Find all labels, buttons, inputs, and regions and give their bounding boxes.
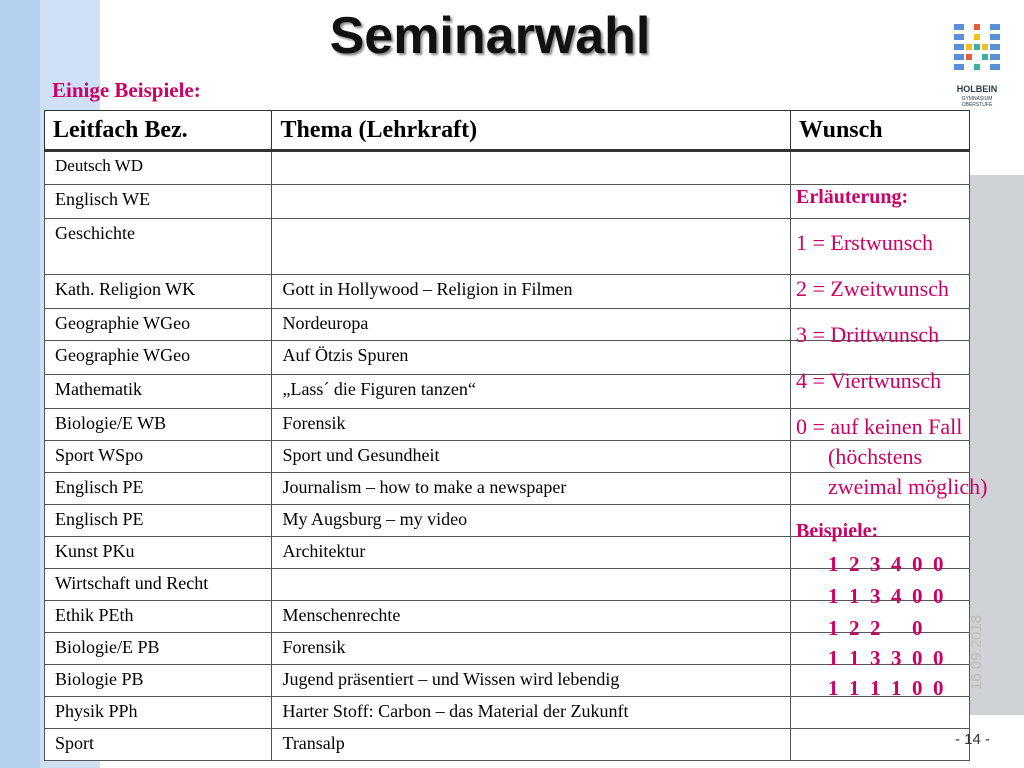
page-title: Seminarwahl — [329, 7, 651, 65]
cell-leitfach: Geschichte — [45, 219, 272, 275]
background-stripe-dark — [0, 0, 40, 768]
table-row — [45, 729, 970, 761]
logo-subtext-line1: GYMNASIUM — [961, 96, 993, 102]
subtitle: Einige Beispiele: — [52, 78, 201, 102]
cell-leitfach: Englisch WE — [45, 185, 272, 219]
cell-leitfach: Biologie/E PB — [45, 633, 272, 665]
explanation-item: 4 = Viertwunsch — [796, 368, 942, 393]
cell-thema: Journalism – how to make a newspaper — [272, 473, 791, 505]
cell-leitfach: Englisch PE — [45, 505, 272, 537]
cell-leitfach: Wirtschaft und Recht — [45, 569, 272, 601]
cell-thema: Harter Stoff: Carbon – das Material der Zukunft — [272, 697, 791, 729]
cell-thema: Transalp — [272, 729, 791, 761]
date-label: 16.09.2018 — [968, 614, 985, 690]
example-row: 1 2 3 4 0 0 — [828, 552, 944, 576]
column-header-thema: Thema (Lehrkraft) — [272, 111, 791, 151]
cell-leitfach: Mathematik — [45, 375, 272, 409]
explanation-item: 0 = auf keinen Fall — [796, 414, 963, 439]
cell-thema: Auf Ötzis Spuren — [272, 341, 791, 375]
table-header-row — [45, 111, 970, 151]
explanation-item: 2 = Zweitwunsch — [796, 276, 949, 301]
cell-leitfach: Kath. Religion WK — [45, 275, 272, 309]
cell-thema: „Lass´ die Figuren tanzen“ — [272, 375, 791, 409]
cell-thema — [272, 569, 791, 601]
explanation-item: (höchstens — [828, 444, 923, 469]
example-row: 1 1 1 1 0 0 — [828, 676, 944, 700]
cell-wunsch[interactable] — [791, 729, 970, 761]
logo-subtext — [944, 96, 1010, 108]
cell-thema: Jugend präsentiert – und Wissen wird lebendig — [272, 665, 791, 697]
cell-leitfach: Geographie WGeo — [45, 309, 272, 341]
table-row — [45, 151, 970, 185]
explanation-item: 3 = Drittwunsch — [796, 322, 940, 347]
cell-thema: My Augsburg – my video — [272, 505, 791, 537]
column-header-wunsch: Wunsch — [791, 111, 970, 151]
explanation-item: zweimal möglich) — [828, 474, 988, 499]
cell-leitfach: Biologie/E WB — [45, 409, 272, 441]
logo-text: HOLBEIN — [956, 84, 998, 94]
cell-thema — [272, 185, 791, 219]
cell-leitfach: Kunst PKu — [45, 537, 272, 569]
cell-thema — [272, 151, 791, 185]
cell-thema — [272, 219, 791, 275]
table-row — [45, 697, 970, 729]
page-number: - 14 - — [955, 731, 991, 748]
cell-thema: Gott in Hollywood – Religion in Filmen — [272, 275, 791, 309]
example-row: 1 1 3 3 0 0 — [828, 646, 944, 670]
cell-leitfach: Ethik PEth — [45, 601, 272, 633]
cell-leitfach: Sport WSpo — [45, 441, 272, 473]
logo-subtext-line2: OBERSTUFE — [961, 102, 993, 108]
explanation-heading: Erläuterung: — [796, 186, 909, 208]
cell-wunsch[interactable] — [791, 151, 970, 185]
examples-heading: Beispiele: — [796, 520, 879, 542]
cell-leitfach: Biologie PB — [45, 665, 272, 697]
cell-thema: Architektur — [272, 537, 791, 569]
example-row: 1 1 3 4 0 0 — [828, 584, 944, 608]
cell-leitfach: Sport — [45, 729, 272, 761]
cell-thema: Menschenrechte — [272, 601, 791, 633]
cell-leitfach: Geographie WGeo — [45, 341, 272, 375]
cell-wunsch[interactable] — [791, 697, 970, 729]
column-header-leitfach: Leitfach Bez. — [45, 111, 272, 151]
cell-leitfach: Englisch PE — [45, 473, 272, 505]
example-row: 1 2 2 0 — [828, 616, 923, 640]
cell-leitfach: Physik PPh — [45, 697, 272, 729]
cell-thema: Forensik — [272, 409, 791, 441]
cell-thema: Sport und Gesundheit — [272, 441, 791, 473]
cell-thema: Forensik — [272, 633, 791, 665]
explanation-item: 1 = Erstwunsch — [796, 230, 934, 255]
cell-leitfach: Deutsch WD — [45, 151, 272, 185]
cell-thema: Nordeuropa — [272, 309, 791, 341]
